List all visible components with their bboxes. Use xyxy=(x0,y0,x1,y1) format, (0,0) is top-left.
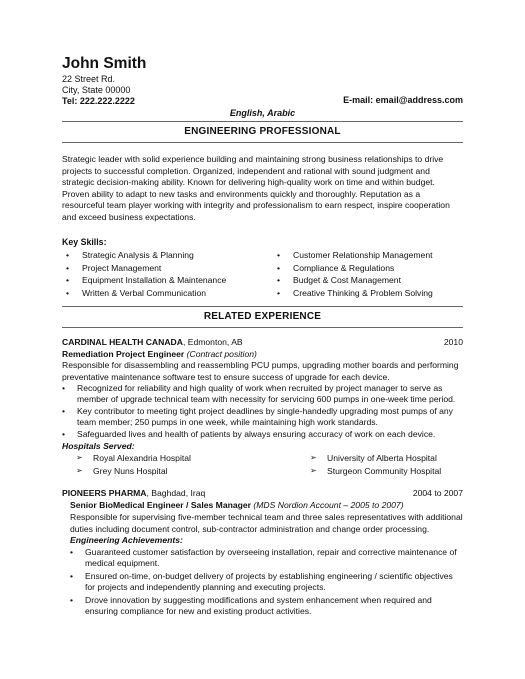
hospitals-served-label: Hospitals Served: xyxy=(62,441,135,451)
bullet-icon: • xyxy=(70,547,74,557)
bullet-icon: • xyxy=(62,383,66,393)
list-item: • Recognized for reliability and high quality of work when recruited by project manager to serve as member of upgrade technical team with necessity for servicing 600 pumps in one-week time period. xyxy=(62,383,456,404)
bullet-icon: • xyxy=(277,250,281,260)
summary-paragraph: Strategic leader with solid experience building and maintaining strong business relationships to drive projects to successful completion. Organized, independent and rational with sound judgment and strategic decision-making ability. Known for delivering high-quality work on time and within budget. Proven ability to adapt to new tasks and environments quickly and thoroughly. Reputation as a resourceful team player working with integrity and professionalism to earn respect, inspire cooperation and exceed business expectations. xyxy=(62,154,450,222)
candidate-name: John Smith xyxy=(62,55,147,72)
list-item: • Guaranteed customer satisfaction by overseeing installation, repair and corrective maintenance of medical equipment. xyxy=(70,547,457,568)
list-item: ➢ Royal Alexandria Hospital xyxy=(76,453,191,463)
bullet-icon: • xyxy=(70,571,74,581)
job1-description: Responsible for disassembling and reassembling PCU pumps, upgrading mother boards and performing preventative maintenance software test to ensure success of upgrade for each device. xyxy=(62,360,459,382)
list-item: • Safeguarded lives and health of patients by always ensuring accuracy of work on each device. xyxy=(62,429,436,439)
bullet-icon: • xyxy=(62,406,66,416)
bullet-icon: • xyxy=(62,429,66,439)
list-item: • Budget & Cost Management xyxy=(277,275,401,285)
resume-title: ENGINEERING PROFESSIONAL xyxy=(184,126,341,137)
job2-company-line xyxy=(62,488,205,498)
divider xyxy=(62,327,463,328)
experience-heading: RELATED EXPERIENCE xyxy=(203,311,322,322)
bullet-icon: • xyxy=(66,275,70,285)
list-item: ➢ Sturgeon Community Hospital xyxy=(310,466,442,476)
key-skills-label: Key Skills: xyxy=(62,237,107,247)
bullet-icon: • xyxy=(70,595,74,605)
arrow-icon: ➢ xyxy=(76,453,83,462)
job1-role-line xyxy=(62,349,257,359)
list-item: • Project Management xyxy=(66,262,162,273)
telephone: Tel: 222.222.2222 xyxy=(62,96,135,106)
skills-list-left xyxy=(62,249,226,299)
job1-role-note: (Contract position) xyxy=(186,349,257,359)
list-item: • Key contributor to meeting tight project deadlines by single-handedly upgrading most pumps of any team member; 250 pumps in one week, while maintaining high work standards. xyxy=(62,406,453,427)
list-item: ➢ Grey Nuns Hospital xyxy=(76,466,168,476)
list-item: • Strategic Analysis & Planning xyxy=(66,250,194,260)
job1-year: 2010 xyxy=(443,337,463,347)
bullet-icon: • xyxy=(66,287,70,298)
bullet-icon: • xyxy=(277,262,281,273)
street-address: 22 Street Rd. xyxy=(62,74,116,84)
arrow-icon: ➢ xyxy=(310,466,317,475)
job1-company-line xyxy=(62,337,243,347)
divider xyxy=(62,306,463,307)
list-item: • Creative Thinking & Problem Solving xyxy=(277,287,433,298)
job1-location: , Edmonton, AB xyxy=(182,337,243,347)
languages: English, Arabic xyxy=(229,108,296,118)
job1-role: Remediation Project Engineer xyxy=(62,349,185,359)
list-item: • Customer Relationship Management xyxy=(277,250,433,260)
skills-list-right xyxy=(273,249,433,299)
bullet-icon: • xyxy=(66,250,70,260)
email-address: E-mail: email@address.com xyxy=(343,95,463,105)
list-item: • Equipment Installation & Maintenance xyxy=(66,275,227,285)
arrow-icon: ➢ xyxy=(310,453,317,462)
bullet-icon: • xyxy=(277,275,281,285)
job2-year: 2004 to 2007 xyxy=(412,488,463,498)
list-item: • Written & Verbal Communication xyxy=(66,287,207,298)
job1-company: CARDINAL HEALTH CANADA xyxy=(62,337,183,347)
list-item: • Compliance & Regulations xyxy=(277,262,395,273)
job2-location: , Baghdad, Iraq xyxy=(146,488,206,498)
job2-role-line xyxy=(70,500,404,510)
list-item: ➢ University of Alberta Hospital xyxy=(310,453,437,463)
job2-role-note: (MDS Nordion Account – 2005 to 2007) xyxy=(253,500,404,510)
arrow-icon: ➢ xyxy=(76,466,83,475)
bullet-icon: • xyxy=(277,287,281,298)
list-item: • Drove innovation by suggesting modifications and system enhancement when required and ensuring compliance for new and existing product activities. xyxy=(70,595,432,616)
job2-description: Responsible for supervising five-member technical team and three sales representatives with additional duties including document control, sub-contractor administration and change order processing. xyxy=(70,512,463,534)
bullet-icon: • xyxy=(66,262,70,273)
job2-role: Senior BioMedical Engineer / Sales Manager xyxy=(70,500,252,510)
engineering-achievements-label: Engineering Achievements: xyxy=(70,535,183,545)
list-item: • Ensured on-time, on-budget delivery of projects by establishing engineering / scientific objectives for projects and independently planning and executing projects. xyxy=(70,571,453,592)
divider xyxy=(62,121,463,122)
city-state: City, State 00000 xyxy=(62,85,131,95)
divider xyxy=(62,142,463,143)
job2-company: PIONEERS PHARMA xyxy=(62,488,147,498)
